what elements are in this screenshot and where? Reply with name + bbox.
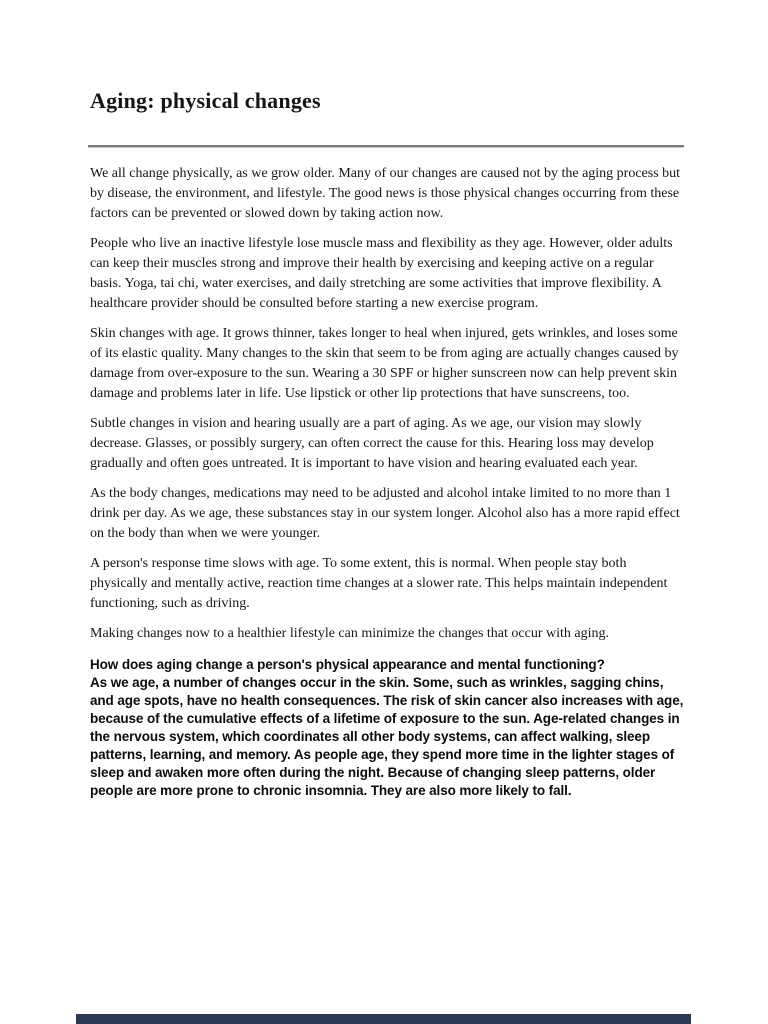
qa-answer: As we age, a number of changes occur in the skin. Some, such as wrinkles, sagging chins, and age spots, have no health consequences. The risk of skin cancer also increases with age, because of the cumulative effects of a lifetime of exposure to the sun. Age-related changes in the nervous system, which coordinates all other body systems, can affect walking, sleep patterns, learning, and memory. As people age, they spend more time in the lighter stages of sleep and awaken more often during the night. Because of changing sleep patterns, older people are more prone to chronic insomnia. They are also more likely to fall. [90,675,684,798]
title-divider [88,145,684,148]
body-paragraph-5: As the body changes, medications may need to be adjusted and alcohol intake limited to no more than 1 drink per day. As we age, these substances stay in our system longer. Alcohol also has a more rapid effect on the body than when we were younger. [90,486,680,541]
body-paragraph-1: We all change physically, as we grow older. Many of our changes are caused not by the aging process but by disease, the environment, and lifestyle. The good news is those physical changes occurring from these factors can be prevented or slowed down by taking action now. [90,166,681,221]
body-paragraph-3: Skin changes with age. It grows thinner, takes longer to heal when injured, gets wrinkles, and loses some of its elastic quality. Many changes to the skin that seem to be from aging are actually changes caused by damage from over-exposure to the sun. Wearing a 30 SPF or higher sunscreen now can help prevent skin damage and problems later in life. Use lipstick or other lip protections that have sunscreens, too. [90,326,679,401]
page-title: Aging: physical changes [90,88,321,113]
body-paragraph-4: Subtle changes in vision and hearing usually are a part of aging. As we age, our vision may slowly decrease. Glasses, or possibly surgery, can often correct the cause for this. Hearing loss may develop gradually and often goes untreated. It is important to have vision and hearing evaluated each year. [90,416,654,471]
document-content [90,88,682,800]
body-paragraph-7: Making changes now to a healthier lifestyle can minimize the changes that occur with aging. [90,626,609,641]
qa-question: How does aging change a person's physical appearance and mental functioning? [90,657,605,672]
qa-section [90,656,690,800]
viewer-bottom-bar [76,1014,691,1024]
body-paragraph-6: A person's response time slows with age. To some extent, this is normal. When people stay both physically and mentally active, reaction time changes at a slower rate. This helps maintain independent functioning, such as driving. [90,556,668,611]
body-paragraph-2: People who live an inactive lifestyle lose muscle mass and flexibility as they age. However, older adults can keep their muscles strong and improve their health by exercising and keeping active on a regular basis. Yoga, tai chi, water exercises, and daily stretching are some activities that improve flexibility. A healthcare provider should be consulted before starting a new exercise program. [90,236,673,311]
